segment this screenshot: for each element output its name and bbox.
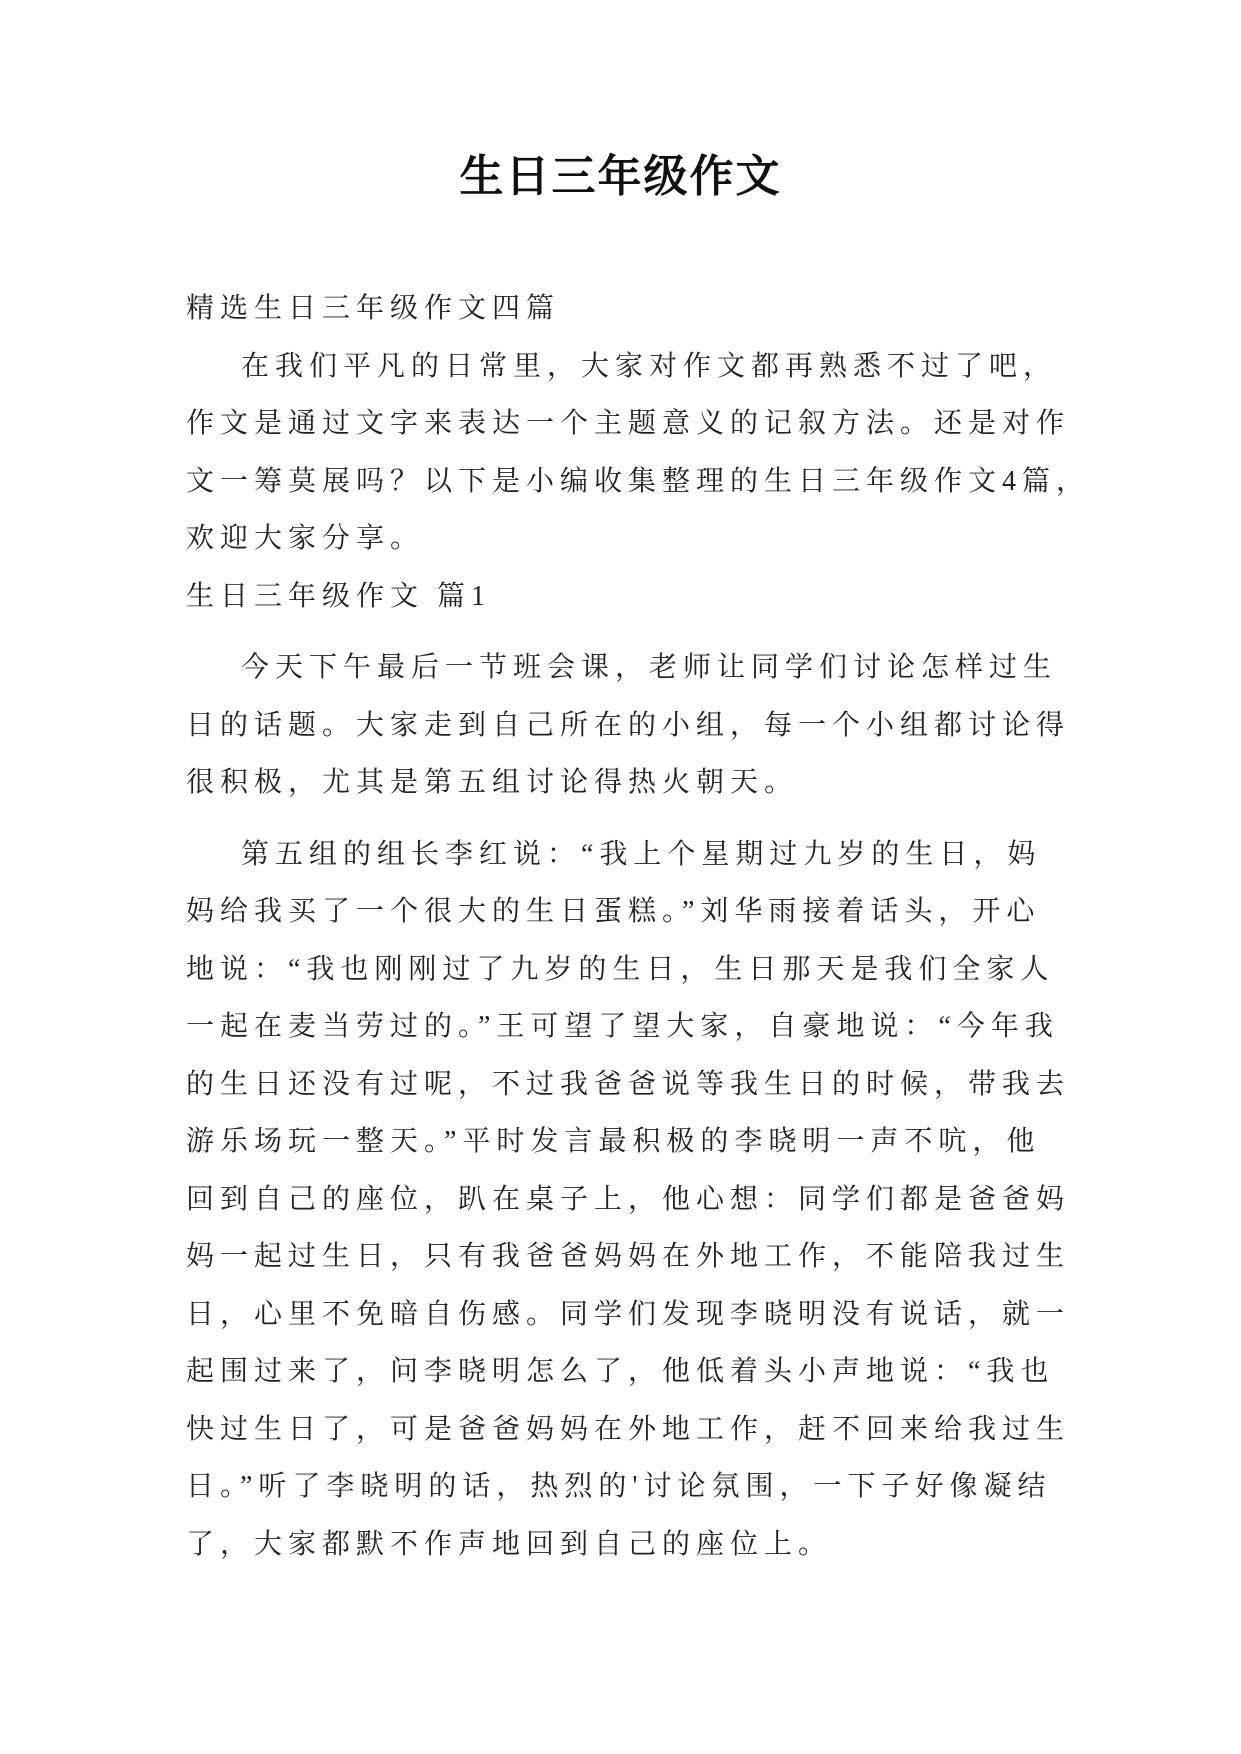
text-line: 精选生日三年级作文四篇 [186,293,561,324]
text-line: 了，大家都默不作声地回到自己的座位上。 [186,1528,833,1560]
text-line: 快过生日了，可是爸爸妈妈在外地工作，赶不回来给我过生 [186,1413,1071,1445]
text-line: 游乐场玩一整天。”平时发言最积极的李晓明一声不吭，他 [186,1126,1041,1157]
text-line: 妈给我买了一个很大的生日蛋糕。”刘华雨接着话头，开心 [186,896,1041,927]
text-line: 生日三年级作文 篇1 [186,580,492,612]
document-body [186,280,1091,1573]
text-line: 一起在麦当劳过的。”王可望了望大家，自豪地说：“今年我 [186,1011,1059,1042]
text-line: 第五组的组长李红说：“我上个星期过九岁的生日，妈 [241,838,1042,870]
text-line: 今天下午最后一节班会课，老师让同学们讨论怎样过生 [241,652,1058,683]
text-line: 的生日还没有过呢，不过我爸爸说等我生日的时候，带我去 [186,1068,1071,1100]
page-title: 生日三年级作文 [459,152,782,201]
intro-label [186,280,1078,338]
text-line: 文一筹莫展吗？以下是小编收集整理的生日三年级作文4篇， [186,465,1091,497]
text-line: 日。”听了李晓明的话，热烈的'讨论氛围，一下子好像凝结 [186,1471,1052,1502]
intro-paragraph [186,338,1091,568]
essay-paragraph-2 [186,826,1078,1574]
text-line: 日的话题。大家走到自己所在的小组，每一个小组都讨论得 [186,709,1071,741]
text-line: 在我们平凡的日常里，大家对作文都再熟悉不过了吧， [241,350,1058,382]
text-line: 起围过来了，问李晓明怎么了，他低着头小声地说：“我也 [186,1356,1055,1387]
text-line: 回到自己的座位，趴在桌子上，他心想：同学们都是爸爸妈 [186,1183,1071,1215]
text-line: 很积极，尤其是第五组讨论得热火朝天。 [186,767,799,798]
text-line: 地说：“我也刚刚过了九岁的生日，生日那天是我们全家人 [186,953,1055,985]
text-line: 日，心里不免暗自伤感。同学们发现李晓明没有说话，就一 [186,1298,1071,1330]
text-line: 欢迎大家分享。 [186,523,425,554]
section-heading [186,568,1078,626]
text-line: 妈一起过生日，只有我爸爸妈妈在外地工作，不能陪我过生 [186,1241,1071,1272]
text-line: 作文是通过文字来表达一个主题意义的记叙方法。还是对作 [186,408,1071,439]
essay-paragraph-1 [186,639,1078,812]
